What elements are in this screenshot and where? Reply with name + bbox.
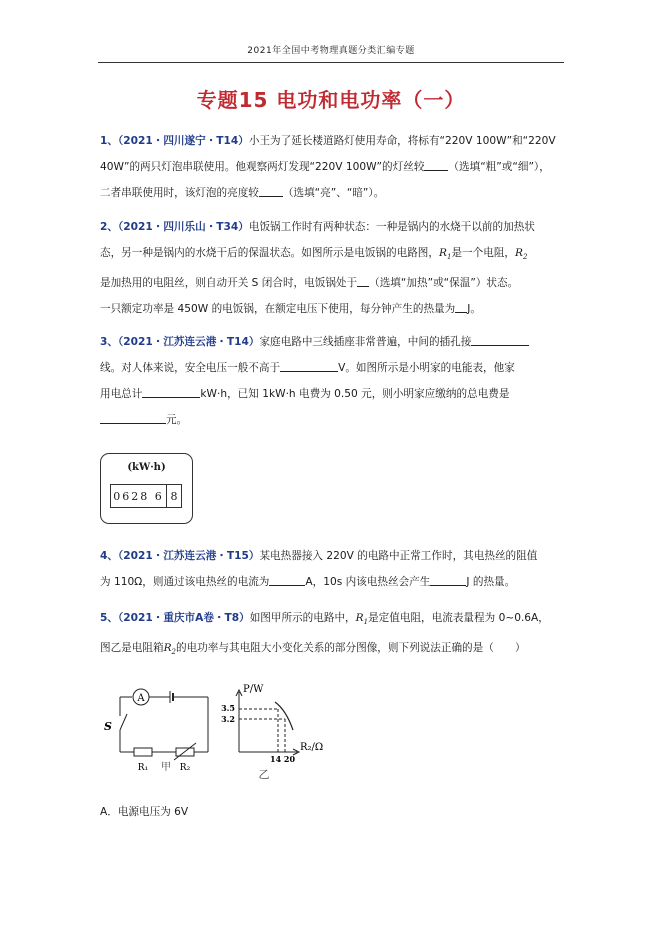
question-text: （选填“加热”或“保温”）状态。 [369, 277, 519, 290]
page-title: 专题15 电功和电功率（一） [196, 88, 466, 112]
question-text: （选填“粗”或“细”）， [448, 161, 550, 173]
circuit-diagram [120, 689, 208, 760]
question-text: V。如图所示是小明家的电能表，他家 [338, 362, 515, 374]
answer-blank [357, 274, 369, 287]
question-text: kW·h，已知 1kW·h 电费为 0.50 元，则小明家应缴纳的总电费是 [200, 388, 510, 400]
resistor-r1-icon [134, 748, 152, 756]
question-text: （选填“亮”、“暗”）。 [282, 187, 385, 199]
question-text: 二者串联使用时，该灯泡的亮度较 [100, 187, 259, 199]
question-number: 4、 [100, 550, 118, 562]
graph-y-tick: 3.2 [221, 714, 235, 724]
answer-blank [471, 333, 529, 346]
question-number: 3、 [100, 336, 118, 348]
question-source: （2021・江苏连云港・T14） [117, 336, 260, 348]
r1-label: R₁ [137, 763, 149, 773]
question-text: 元。 [166, 414, 188, 426]
question-source: （2021・重庆市A卷・T8） [117, 612, 250, 624]
meter-integer-digits: 0628 6 [111, 485, 167, 507]
answer-blank [259, 184, 283, 197]
switch-label: S [104, 720, 112, 733]
question-text: 为 110Ω，则通过该电热丝的电流为 [100, 576, 270, 588]
header-rule [98, 62, 564, 63]
answer-blank [269, 573, 305, 586]
question-source: （2021・四川乐山・T34） [117, 221, 249, 233]
question-text: J 的热量。 [466, 576, 516, 588]
question-4 [100, 543, 566, 595]
question-text: 是一个电阻， [451, 247, 516, 259]
question-text: 线。对人体来说，安全电压一般不高于 [100, 362, 281, 374]
question-text: 图乙是电阻箱 [100, 642, 164, 655]
answer-blank [455, 300, 467, 313]
question-text: 电饭锅工作时有两种状态：一种是锅内的水烧干以前的加热状 [248, 221, 535, 233]
ammeter-label: A [137, 693, 145, 704]
answer-blank [142, 385, 200, 398]
question-number: 2、 [100, 221, 118, 233]
question-text: 的电功率与其电阻大小变化关系的部分图像，则下列说法正确的是（ ） [176, 642, 526, 655]
graph-x-ticks: 14 20 [270, 754, 296, 764]
page-header: 2021年全国中考物理真题分类汇编专题 [247, 46, 415, 56]
question-text: 如图甲所示的电路中， [249, 612, 356, 624]
symbol-r1: $R_1$ [439, 247, 452, 262]
question-number: 5、 [100, 612, 118, 624]
question-text: J。 [467, 303, 481, 316]
answer-blank [280, 359, 338, 372]
question-5 [100, 605, 566, 665]
graph-y-tick: 3.5 [221, 703, 235, 713]
question-text: 是定值电阻，电流表量程为 0~0.6A， [368, 612, 549, 624]
question-source: （2021・江苏连云港・T15） [117, 550, 260, 562]
switch-icon [120, 714, 127, 730]
symbol-r2: $R_2$ [515, 247, 528, 262]
question-2 [100, 214, 566, 322]
answer-blank [100, 411, 166, 424]
label-jia: 甲 [161, 762, 171, 773]
meter-reading [110, 484, 182, 508]
option-a: A．电源电压为 6V [100, 806, 189, 818]
graph-y-axis-label: P/W [243, 684, 264, 695]
question-text: 用电总计 [100, 388, 143, 400]
symbol-r1: $R_1$ [355, 612, 369, 627]
r2-label: R₂ [179, 763, 191, 773]
question-1 [100, 128, 566, 206]
question-text: A，10s 内该电热丝会产生 [305, 576, 431, 588]
question-text: 家庭电路中三线插座非常普遍，中间的插孔接 [259, 336, 472, 348]
answer-blank [424, 158, 448, 171]
answer-blank [430, 573, 466, 586]
question-text: 一只额定功率是 450W 的电饭锅，在额定电压下使用，每分钟产生的热量为 [100, 303, 456, 316]
question-3 [100, 329, 566, 433]
circuit-and-graph-figure [100, 680, 340, 785]
question-source: （2021・四川遂宁・T14） [117, 135, 249, 147]
graph-x-axis-label: R₂/Ω [300, 742, 324, 753]
question-text: 小王为了延长楼道路灯使用寿命，将标有“220V 100W”和“220V [248, 135, 556, 147]
energy-meter [100, 453, 193, 524]
label-yi: 乙 [258, 768, 270, 781]
question-text: 态，另一种是锅内的水烧干后的保温状态。如图所示是电饭锅的电路图， [100, 247, 439, 259]
symbol-r2: $R_2$ [163, 642, 177, 657]
question-text: 是加热用的电阻丝，则自动开关 S 闭合时，电饭锅处于 [100, 277, 358, 290]
power-graph [236, 690, 299, 755]
meter-unit: (kW·h) [127, 462, 166, 473]
question-text: 40W”的两只灯泡串联使用。他观察两灯发现“220V 100W”的灯丝较 [100, 161, 425, 173]
question-number: 1、 [100, 135, 118, 147]
meter-decimal-digit: 8 [170, 489, 178, 503]
question-text: 某电热器接入 220V 的电路中正常工作时，其电热丝的阻值 [259, 550, 538, 562]
